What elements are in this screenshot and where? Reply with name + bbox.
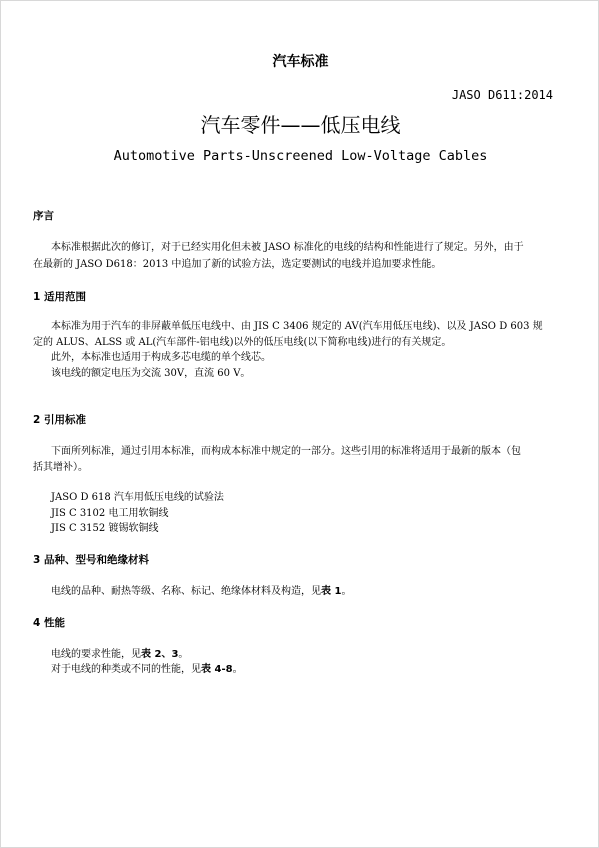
types-text: 电线的品种、耐热等级、名称、标记、绝缘体材料及构造，见 (51, 586, 321, 597)
scope-line-4: 该电线的额定电压为交流 30V，直流 60 V。 (51, 368, 251, 379)
standard-series-label: 汽车标准 (272, 54, 329, 70)
scope-line-3: 此外，本标准也适用于构成多芯电缆的单个线芯。 (51, 352, 271, 363)
reference-item: JASO D 618 汽车用低压电线的试验法 (51, 492, 224, 503)
table-1-reference: 表 1 (321, 586, 342, 597)
references-heading: 2 引用标准 (33, 414, 86, 426)
document-number: JASO D611:2014 (451, 88, 553, 102)
references-line-2: 括其增补）。 (33, 462, 88, 473)
title-chinese: 汽车零件——低压电线 (200, 113, 401, 137)
scope-line-2: 定的 ALUS、ALSS 或 AL(汽车部件-铝电线)以外的低压电线(以下简称电线)进行的有关规定。 (33, 337, 452, 348)
table-2-3-reference: 表 2、3 (141, 649, 179, 660)
scope-line-1: 本标准为用于汽车的非屏蔽单低压电线中、由 JIS C 3406 规定的 AV(汽车用低压电线)、以及 JASO D 603 规 (51, 321, 543, 332)
performance-line-2: 对于电线的种类或不同的性能，见表 4-8。 (51, 664, 243, 675)
types-paragraph: 电线的品种、耐热等级、名称、标记、绝缘体材料及构造，见表 1。 (51, 586, 352, 597)
table-4-8-reference: 表 4-8 (201, 664, 233, 675)
foreword-line-1: 本标准根据此次的修订，对于已经实用化但未被 JASO 标准化的电线的结构和性能进行了规定。另外，由于 (51, 242, 524, 253)
scope-heading: 1 适用范围 (33, 291, 86, 303)
reference-item: JIS C 3152 镀锡软铜线 (51, 523, 159, 534)
title-english: Automotive Parts-Unscreened Low-Voltage Cables (113, 148, 488, 164)
reference-item: JIS C 3102 电工用软铜线 (51, 508, 169, 519)
references-line-1: 下面所列标准，通过引用本标准，而构成本标准中规定的一部分。这些引用的标准将适用于最新的版本（包 (51, 446, 521, 457)
performance-heading: 4 性能 (33, 617, 65, 629)
types-heading: 3 品种、型号和绝缘材料 (33, 554, 149, 566)
foreword-heading: 序言 (33, 210, 54, 222)
performance-line-1: 电线的要求性能，见表 2、3。 (51, 649, 189, 660)
foreword-line-2: 在最新的 JASO D618：2013 中追加了新的试验方法，选定要测试的电线并追加要求性能。 (33, 259, 442, 270)
